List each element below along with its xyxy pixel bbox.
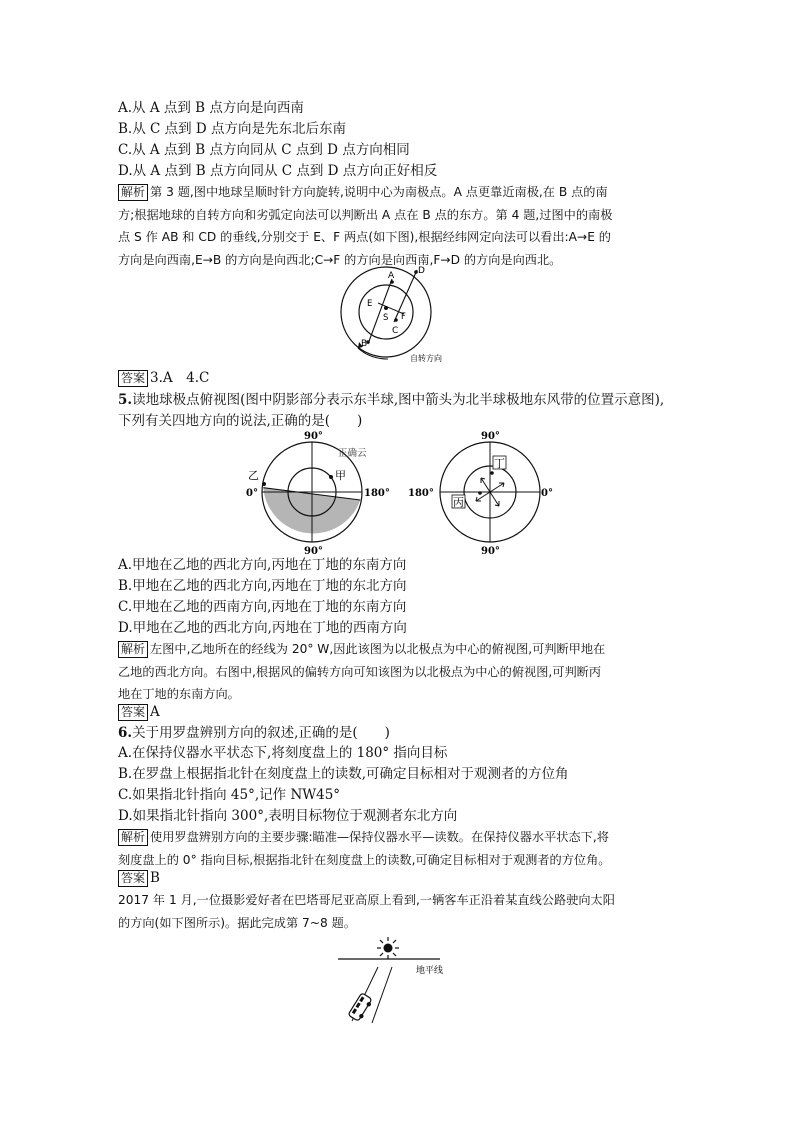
q6-stem-text: 关于用罗盘辨别方向的叙述,正确的是( ) (132, 725, 390, 741)
point-ding (490, 471, 494, 475)
right-polar-view (408, 431, 553, 556)
right-label-top: 90° (481, 431, 500, 442)
rotation-label: 自转方向 (410, 354, 442, 363)
q5-option-b: B.甲地在乙地的西北方向,丙地在丁地的东北方向 (118, 578, 407, 594)
watermark-text: 正确云 (338, 448, 367, 459)
explanation-tag: 解析 (118, 829, 148, 846)
intro-line: 2017 年 1 月,一位摄影爱好者在巴塔哥尼亚高原上看到,一辆客车正沿着某直线公路驶向太阳 (118, 893, 615, 907)
answer-tag: 答案 (118, 870, 148, 887)
q6-option-b: B.在罗盘上根据指北针在刻度盘上的读数,可确定目标相对于观测者的方位角 (118, 766, 569, 782)
answer-5 (118, 702, 160, 722)
label-b: B (361, 339, 368, 349)
answer-text: B (150, 870, 160, 886)
explanation-line: 方向是向西南,E→B 的方向是向西北;C→F 的方向是向西南,F→D 的方向是向西北。 (118, 252, 562, 267)
point-bing (478, 491, 482, 495)
explanation-line: 使用罗盘辨别方向的主要步骤:瞄准—保持仪器水平—读数。在保持仪器水平状态下,将 (150, 830, 609, 844)
label-yi: 乙 (248, 469, 259, 482)
road-edge-right (372, 967, 392, 1023)
left-label-right: 180° (364, 488, 390, 499)
point-c (394, 318, 398, 322)
label-s: S (383, 313, 389, 323)
label-c: C (392, 326, 399, 336)
south-pole-diagram (330, 262, 470, 370)
explanation-3-4 (118, 181, 683, 271)
explanation-tag: 解析 (118, 184, 148, 201)
answer-text: A (150, 704, 160, 720)
intro-line: 的方向(如下图所示)。据此完成第 7~8 题。 (118, 915, 356, 930)
answer-text: 3.A 4.C (150, 370, 210, 386)
q5-number: 5. (118, 392, 133, 408)
point-yi (262, 482, 266, 486)
explanation-6 (118, 826, 683, 871)
answer-3-4 (118, 368, 209, 388)
q6-option-c: C.如果指北针指向 45°,记作 NW45° (118, 787, 341, 803)
q4-option-d: D.从 A 点到 B 点方向同从 C 点到 D 点方向正好相反 (118, 163, 438, 179)
explanation-5 (118, 638, 683, 706)
wind-arrow (490, 492, 499, 506)
left-polar-view (246, 431, 390, 556)
explanation-line: 方;根据地球的自转方向和劣弧定向法可以判断出 A 点在 B 点的东方。第 4 题,过图中的南极 (118, 207, 613, 222)
answer-tag: 答案 (118, 704, 148, 721)
explanation-line: 第 3 题,图中地球呈顺时针方向旋转,说明中心为南极点。A 点更靠近南极,在 B 点的南 (150, 185, 608, 199)
label-d: D (418, 266, 425, 276)
left-label-bottom: 90° (304, 546, 323, 556)
wind-arrow (476, 492, 490, 501)
q4-option-a: A.从 A 点到 B 点方向是向西南 (118, 100, 304, 116)
explanation-line: 乙地的西北方向。右图中,根据风的偏转方向可知该图为以北极点为中心的俯视图,可判断丙 (118, 664, 602, 679)
q6-number: 6. (118, 725, 133, 741)
q4-option-c: C.从 A 点到 B 点方向同从 C 点到 D 点方向相同 (118, 142, 410, 158)
outer-circle (341, 267, 431, 357)
q5-stem-text: 读地球极点俯视图(图中阴影部分表示东半球,图中箭头为北半球极地东风带的位置示意图), (132, 392, 665, 408)
q5-option-c: C.甲地在乙地的西南方向,丙地在丁地的东南方向 (118, 599, 407, 615)
explanation-line: 地在丁地的东南方向。 (118, 687, 240, 701)
q6-stem (118, 723, 688, 743)
polar-views-figure (240, 426, 560, 556)
explanation-line: 点 S 作 AB 和 CD 的垂线,分别交于 E、F 两点(如下图),根据经纬网定向法可以看出:A→E 的 (118, 230, 611, 244)
right-label-left: 180° (408, 488, 434, 499)
q5-option-d: D.甲地在乙地的西北方向,丙地在丁地的西南方向 (118, 620, 407, 636)
pole-point (384, 306, 388, 310)
label-jia: 甲 (335, 469, 346, 482)
explanation-tag: 解析 (118, 641, 148, 658)
label-ding: 丁 (494, 457, 505, 470)
bus-sun-figure (330, 935, 470, 1027)
q6-option-d: D.如果指北针指向 300°,表明目标物位于观测者东北方向 (118, 808, 458, 824)
left-label-top: 90° (304, 431, 323, 442)
label-e: E (367, 299, 373, 309)
answer-6 (118, 868, 160, 888)
q4-option-b: B.从 C 点到 D 点方向是先东北后东南 (118, 121, 347, 137)
wind-arrow (481, 478, 490, 492)
bus-icon (348, 993, 374, 1023)
label-bing: 丙 (453, 496, 464, 509)
q5-option-a: A.甲地在乙地的西北方向,丙地在丁地的东南方向 (118, 557, 407, 573)
q5-stem-line-1 (118, 390, 688, 410)
wind-arrow (490, 483, 504, 492)
explanation-line: 左图中,乙地所在的经线为 20° W,因此该图为以北极点为中心的俯视图,可判断甲地在 (150, 642, 606, 656)
left-label-left: 0° (246, 488, 258, 499)
intro-7-8 (118, 889, 683, 934)
sun-icon (377, 937, 399, 959)
right-label-right: 0° (541, 488, 553, 499)
horizon-label: 地平线 (416, 966, 444, 976)
explanation-line: 刻度盘上的 0° 指向目标,根据指北针在刻度盘上的读数,可确定目标相对于观测者的方位角。 (118, 852, 611, 867)
label-f: F (401, 312, 406, 322)
answer-tag: 答案 (118, 370, 148, 387)
q6-option-a: A.在保持仪器水平状态下,将刻度盘上的 180° 指向目标 (118, 745, 448, 761)
q5-stem-line-2: 下列有关四地方向的说法,正确的是( ) (118, 413, 363, 429)
point-jia (329, 475, 333, 479)
right-label-bottom: 90° (481, 546, 500, 556)
label-a: A (388, 271, 395, 281)
